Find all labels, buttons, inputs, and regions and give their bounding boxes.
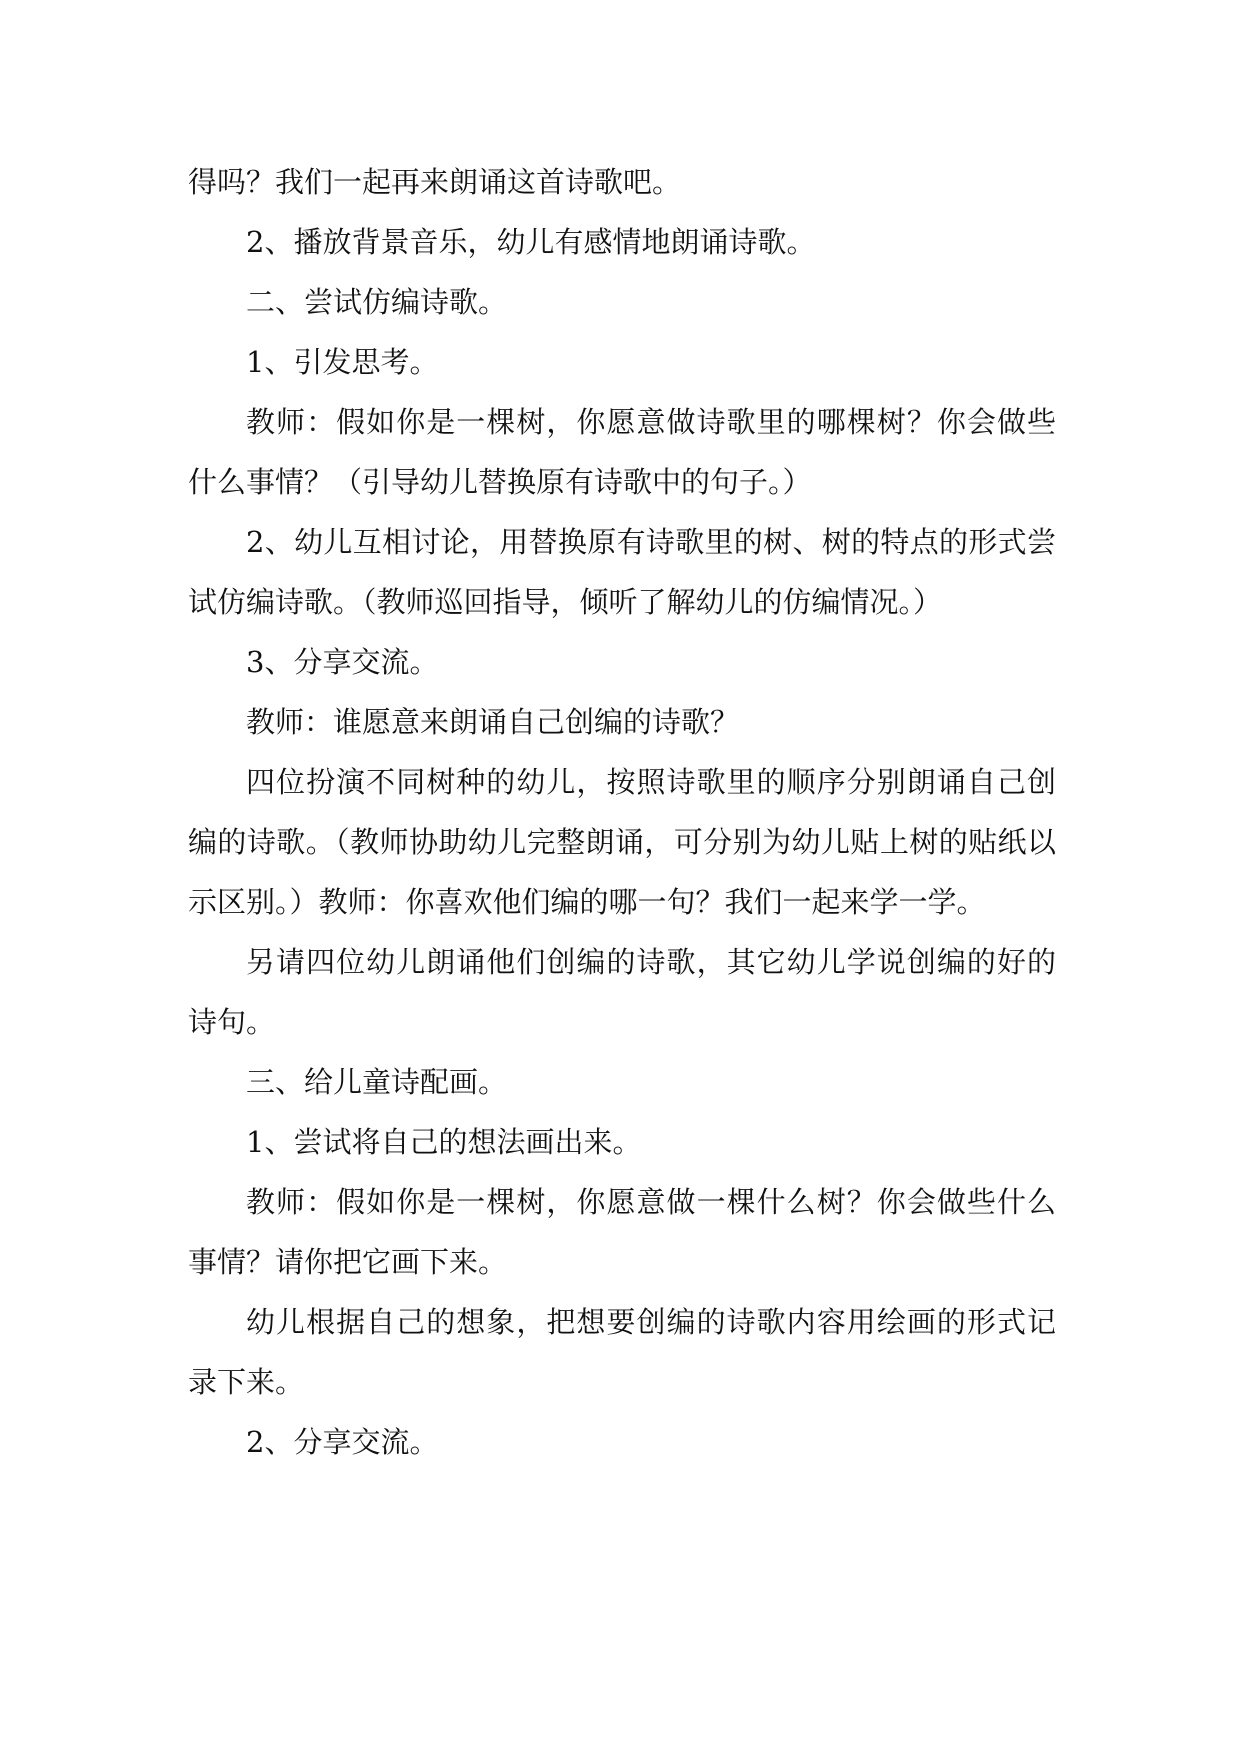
paragraph-children-record-drawing: 幼儿根据自己的想象，把想要创编的诗歌内容用绘画的形式记录下来。 xyxy=(188,1305,1056,1399)
paragraph-continuation: 得吗？我们一起再来朗诵这首诗歌吧。 xyxy=(188,165,682,199)
paragraph-step-share: 3、分享交流。 xyxy=(246,645,439,679)
paragraph-step-discussion: 2、幼儿互相讨论，用替换原有诗歌里的树、树的特点的形式尝试仿编诗歌。（教师巡回指导，倾听了解幼儿的仿编情况。） xyxy=(188,525,1056,619)
paragraph-step-draw-ideas: 1、尝试将自己的想法画出来。 xyxy=(246,1125,642,1159)
paragraph-step-play-music: 2、播放背景音乐，幼儿有感情地朗诵诗歌。 xyxy=(246,225,816,259)
paragraph-four-more-children: 另请四位幼儿朗诵他们创编的诗歌，其它幼儿学说创编的好的诗句。 xyxy=(188,945,1056,1039)
section-heading-illustrate-poem: 三、给儿童诗配画。 xyxy=(246,1065,508,1099)
paragraph-teacher-question-tree: 教师：假如你是一棵树，你愿意做诗歌里的哪棵树？你会做些什么事情？（引导幼儿替换原有诗歌中的句子。） xyxy=(188,405,1056,499)
paragraph-step-share-final: 2、分享交流。 xyxy=(246,1425,439,1459)
paragraph-four-children-recite: 四位扮演不同树种的幼儿，按照诗歌里的顺序分别朗诵自己创编的诗歌。（教师协助幼儿完整朗诵，可分别为幼儿贴上树的贴纸以示区别。）教师：你喜欢他们编的哪一句？我们一起来学一学。 xyxy=(188,765,1056,919)
paragraph-step-prompt-thinking: 1、引发思考。 xyxy=(246,345,439,379)
paragraph-teacher-question-draw: 教师：假如你是一棵树，你愿意做一棵什么树？你会做些什么事情？请你把它画下来。 xyxy=(188,1185,1056,1279)
section-heading-imitate-poem: 二、尝试仿编诗歌。 xyxy=(246,285,508,319)
paragraph-teacher-question-recite: 教师：谁愿意来朗诵自己创编的诗歌？ xyxy=(246,705,740,739)
document-body xyxy=(188,152,1056,1472)
